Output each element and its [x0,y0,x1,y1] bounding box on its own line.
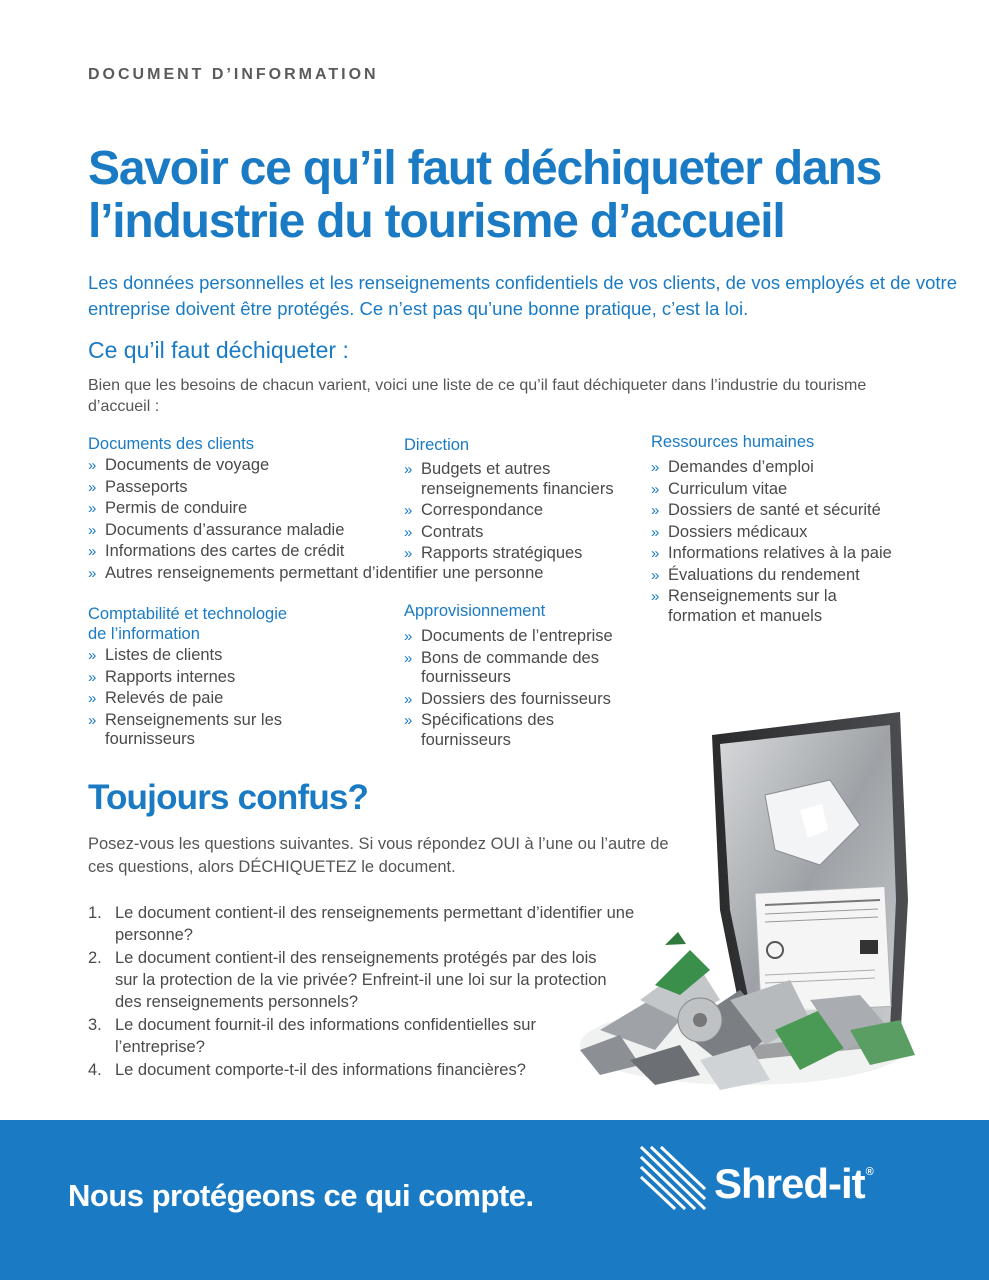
bullet-icon: » [651,545,660,562]
category-heading: Approvisionnement [404,602,546,620]
category-heading: Ressources humaines [651,433,815,451]
category-heading: Documents des clients [88,435,254,453]
list-item-text: Rapports internes [105,667,236,686]
bullet-icon: » [88,500,97,517]
category-hr [651,432,931,628]
bullet-icon: » [651,459,660,476]
list-item-text: Bons de commande des fournisseurs [421,648,599,686]
question-number: 1. [88,904,102,922]
bullet-icon: » [404,545,413,562]
bullet-icon: » [88,690,97,707]
list-item-text: Passeports [105,477,188,496]
bullet-icon: » [651,480,660,498]
list-item-text: Documents d’assurance maladie [105,520,345,539]
still-confused-heading: Toujours confus? [88,778,369,817]
list-item-text: Documents de voyage [105,456,270,474]
bullet-icon: » [404,649,413,667]
list-item-text: Renseignements sur les fournisseurs [105,710,283,748]
list-item-text: Évaluations du rendement [668,565,860,584]
bullet-icon: » [651,566,660,584]
list-item [88,711,295,750]
list-item-text: Dossiers des fournisseurs [421,689,611,708]
list-item [404,649,644,688]
shred-it-stripes-logo-icon [640,1146,708,1210]
list-item-text: Dossiers de santé et sécurité [668,501,881,519]
bullet-icon: » [404,502,413,519]
list-item-text: Listes de clients [105,646,223,664]
list-item [651,544,931,564]
registered-mark: ® [865,1166,873,1178]
bullet-icon: » [404,461,413,478]
bullet-icon: » [88,711,97,729]
bullet-icon: » [88,668,97,686]
list-item-text: Correspondance [421,501,543,519]
questions-intro: Posez-vous les questions suivantes. Si vous répondez OUI à l’une ou l’autre de ces questions, alors DÉCHIQUETEZ le document. [88,835,669,876]
list-item-text: Autres renseignements permettant d’identifier une personne [105,563,544,582]
page-title-line-1: Savoir ce qu’il faut déchiqueter dans [88,142,882,195]
footer-tagline: Nous protégeons ce qui compte. [68,1178,534,1213]
question-item [88,1014,560,1058]
document-kicker: DOCUMENT D’INFORMATION [88,66,379,83]
list-item-text: Permis de conduire [105,499,248,517]
category-list [651,458,931,626]
category-list [404,460,644,564]
question-text: Le document comporte-t-il des informations financières? [115,1061,526,1079]
list-item [651,458,931,478]
list-item [88,646,318,666]
category-heading-line-2: de l’information [88,625,200,643]
bullet-icon: » [404,628,413,645]
bullet-icon: » [651,588,660,605]
question-item [88,947,620,1013]
list-item [651,480,931,500]
question-number: 3. [88,1016,102,1034]
shred-it-logo-text [714,1160,873,1208]
list-item [88,564,648,584]
bullet-icon: » [88,647,97,664]
bullet-icon: » [651,502,660,519]
list-item-text: Dossiers médicaux [668,522,808,541]
logo-wordmark: Shred-it [714,1160,865,1207]
list-item [651,523,931,543]
list-item [88,668,318,688]
list-item [651,566,931,586]
bullet-icon: » [88,521,97,539]
list-item-text: Informations relatives à la paie [668,544,892,562]
question-number: 4. [88,1061,102,1079]
questions-list [88,902,678,1082]
question-item [88,1059,663,1081]
list-item [651,501,931,521]
list-item-text: Documents de l’entreprise [421,627,613,645]
bullet-icon: » [88,457,97,474]
lead-paragraph: Les données personnelles et les renseignements confidentiels de vos clients, de vos employés et de votre entreprise doivent être protégés. Ce n’est pas qu’une bonne pratique, c’est la loi. [88,272,957,319]
category-direction [404,435,644,566]
list-item-text: Informations des cartes de crédit [105,542,345,560]
list-item [404,544,644,564]
bullet-icon: » [651,523,660,541]
list-item-text: Relevés de paie [105,689,224,707]
list-item [651,587,878,626]
category-accounting [88,604,318,752]
bullet-icon: » [404,712,413,729]
page-title-line-2: l’industrie du tourisme d’accueil [88,195,785,248]
category-heading: Direction [404,436,470,454]
list-item-text: Curriculum vitae [668,479,788,498]
list-item-text: Renseignements sur la formation et manuels [668,587,837,625]
question-item [88,902,663,946]
bullet-icon: » [88,564,97,582]
bullet-icon: » [88,478,97,496]
question-text: Le document contient-il des renseignements protégés par des lois sur la protection de la vie privée? Enfreint-il une loi sur la protection des renseignements personnels? [115,949,607,1011]
category-heading [88,604,318,644]
list-item-text: Contrats [421,522,484,541]
list-item-text: Rapports stratégiques [421,544,583,562]
category-list [88,646,318,750]
list-item [404,460,644,499]
what-to-shred-intro: Bien que les besoins de chacun varient, voici une liste de ce qu’il faut déchiqueter dans l’industrie du tourisme d’accueil : [88,377,867,415]
list-item-text: Demandes d’emploi [668,458,814,476]
bullet-icon: » [404,690,413,708]
list-item [404,627,644,647]
list-item-text: Budgets et autres renseignements financiers [421,460,614,498]
question-text: Le document fournit-il des informations confidentielles sur l’entreprise? [115,1016,536,1056]
list-item-text: Spécifications des fournisseurs [421,711,554,749]
page-title [88,142,948,248]
question-number: 2. [88,949,102,967]
bullet-icon: » [88,543,97,560]
list-item [88,689,318,709]
category-heading-line-1: Comptabilité et technologie [88,605,288,623]
bullet-icon: » [404,523,413,541]
question-text: Le document contient-il des renseignements permettant d’identifier une personne? [115,904,635,944]
list-item [404,501,644,521]
list-item [404,523,644,543]
what-to-shred-heading: Ce qu’il faut déchiqueter : [88,337,349,363]
